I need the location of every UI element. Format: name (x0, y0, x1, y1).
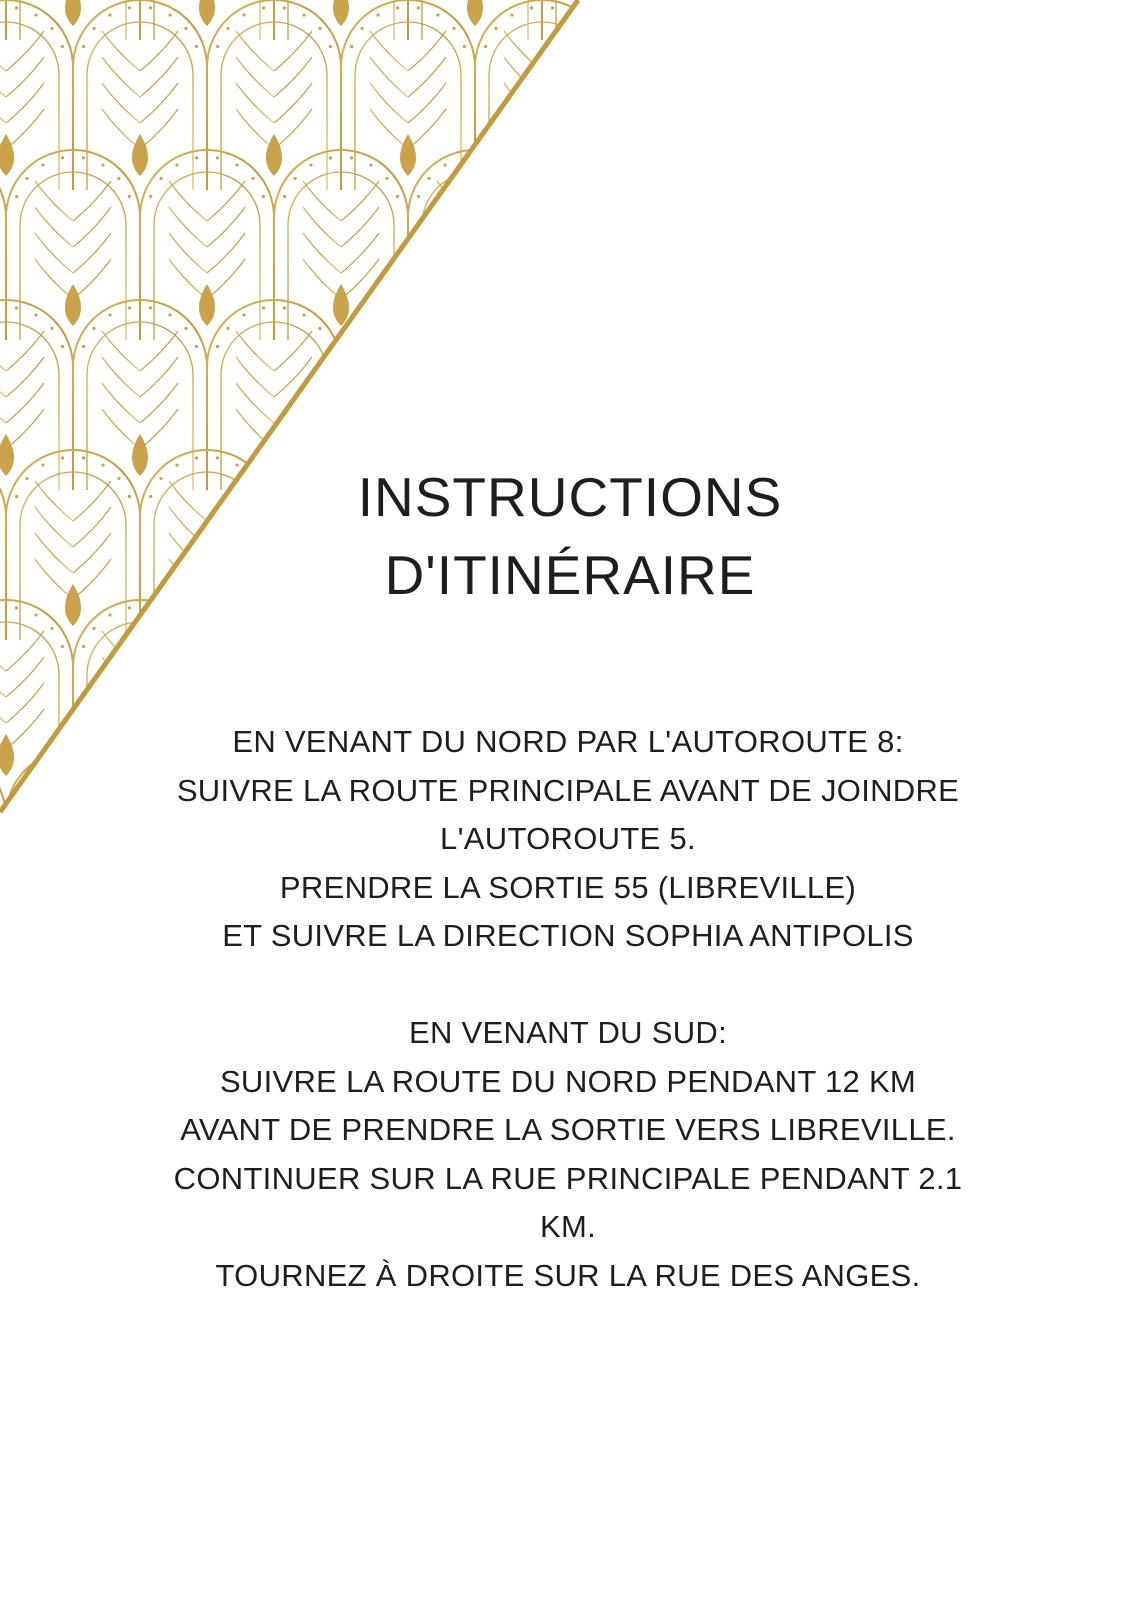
fan-motif (274, 0, 408, 40)
south-line: SUIVRE LA ROUTE DU NORD PENDANT 12 KM (219, 1063, 917, 1099)
fan-motif (542, 150, 600, 340)
south-line: CONTINUER SUR LA RUE PRINCIPALE PENDANT 2.1 (173, 1160, 963, 1196)
north-line: SUIVRE LA ROUTE PRINCIPALE AVANT DE JOINDRE (176, 772, 960, 808)
fan-motif (140, 0, 274, 40)
fan-motif (408, 150, 542, 340)
north-line: L'AUTOROUTE 5. (440, 821, 696, 856)
fan-motif (408, 0, 542, 40)
north-line: PRENDRE LA SORTIE 55 (LIBREVILLE) (279, 869, 857, 905)
south-heading: EN VENANT DU SUD: (408, 1015, 728, 1050)
art-deco-ornament (0, 0, 600, 830)
title-line-2: D'ITINÉRAIRE (384, 544, 756, 606)
directions-text (130, 718, 1006, 1300)
north-line: ET SUIVRE LA DIRECTION SOPHIA ANTIPOLIS (222, 918, 914, 953)
title-line-1: INSTRUCTIONS (357, 466, 783, 528)
fan-motif (6, 750, 140, 830)
page-title (320, 458, 820, 614)
section-gap (130, 961, 1006, 1010)
south-line: TOURNEZ À DROITE SUR LA RUE DES ANGES. (215, 1257, 921, 1293)
north-heading: EN VENANT DU NORD PAR L'AUTOROUTE 8: (232, 724, 904, 759)
south-line: AVANT DE PRENDRE LA SORTIE VERS LIBREVILLE. (180, 1112, 956, 1147)
south-line: KM. (539, 1209, 596, 1244)
fan-motif (6, 0, 140, 40)
fan-motif (475, 0, 600, 190)
